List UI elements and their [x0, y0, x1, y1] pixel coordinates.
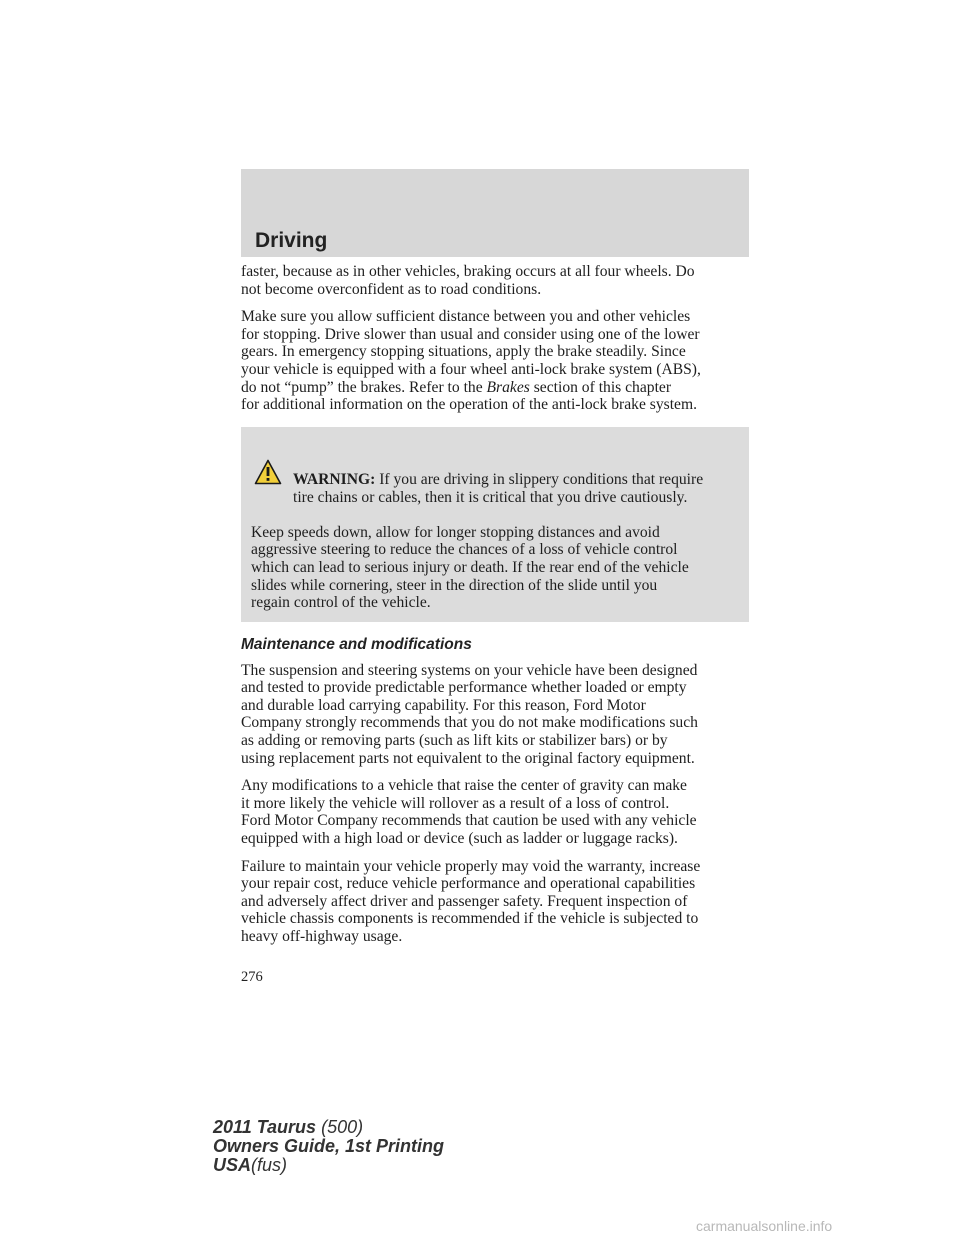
footer-region: USA	[213, 1155, 252, 1175]
warning-rest-text: Keep speeds down, allow for longer stopping distances and avoid aggressive steering to reduce the chances of a loss of vehicle control which can lead to serious injury or death. If the rear end of the vehicle slides while cornering, steer in the direction of the slide until you regain control of the vehicle.	[251, 523, 689, 612]
page-number: 276	[241, 969, 263, 985]
section-heading-maintenance: Maintenance and modifications	[241, 635, 472, 653]
warning-label: WARNING:	[293, 470, 380, 488]
footer-line-region	[213, 1156, 444, 1175]
footer-model: 2011 Taurus	[213, 1117, 317, 1137]
footer-line-model	[213, 1118, 444, 1137]
paragraph-stopping-text: Make sure you allow sufficient distance between you and other vehicles for stopping. Drive slower than usual and consider using one of the lower gears. In emergency stopping situations, apply the brake steadily. Since your vehicle is equipped with a four wheel anti-lock brake system (ABS), do not “pump” the brakes. Refer to the	[241, 308, 701, 396]
paragraph-braking: faster, because as in other vehicles, braking occurs at all four wheels. Do not become overconfident as to road conditions.	[241, 263, 695, 298]
warning-triangle-icon	[254, 442, 282, 468]
section-title: Driving	[255, 229, 328, 252]
footer-model-code: (500)	[321, 1117, 364, 1137]
brakes-reference: Brakes	[486, 378, 530, 396]
paragraph-modifications: Any modifications to a vehicle that raise the center of gravity can make it more likely the vehicle will rollover as a result of a loss of control. Ford Motor Company recommends that caution be used with any vehicle equipped with a high load or device (such as ladder or luggage racks).	[241, 777, 697, 848]
page-content	[241, 263, 749, 956]
paragraph-stopping-text-end: section of this chapter for additional information on the operation of the anti-lock brake system.	[241, 378, 697, 414]
paragraph-maintenance: Failure to maintain your vehicle properly may void the warranty, increase your repair cost, reduce vehicle performance and operational capabilities and adversely affect driver and passenger safety. Frequent inspection of vehicle chassis components is recommended if the vehicle is subjected to heavy off-highway usage.	[241, 857, 701, 945]
footer-region-code: (fus)	[251, 1155, 288, 1175]
warning-first-text: If you are driving in slippery conditions that require tire chains or cables, then it is critical that you drive cautiously.	[293, 470, 704, 506]
paragraph-suspension: The suspension and steering systems on your vehicle have been designed and tested to provide predictable performance whether loaded or empty and durable load carrying capability. For this reason, Ford Motor Company strongly recommends that you do not make modifications such as adding or removing parts (such as lift kits or stabilizer bars) or by using replacement parts not equivalent to the original factory equipment.	[241, 661, 698, 767]
warning-box	[241, 427, 749, 622]
document-footer	[213, 1118, 444, 1175]
paragraph-stopping-distance	[241, 308, 749, 414]
warning-first-lines	[251, 471, 740, 506]
footer-line-guide: Owners Guide, 1st Printing	[213, 1136, 445, 1156]
watermark: carmanualsonline.info	[696, 1218, 833, 1234]
